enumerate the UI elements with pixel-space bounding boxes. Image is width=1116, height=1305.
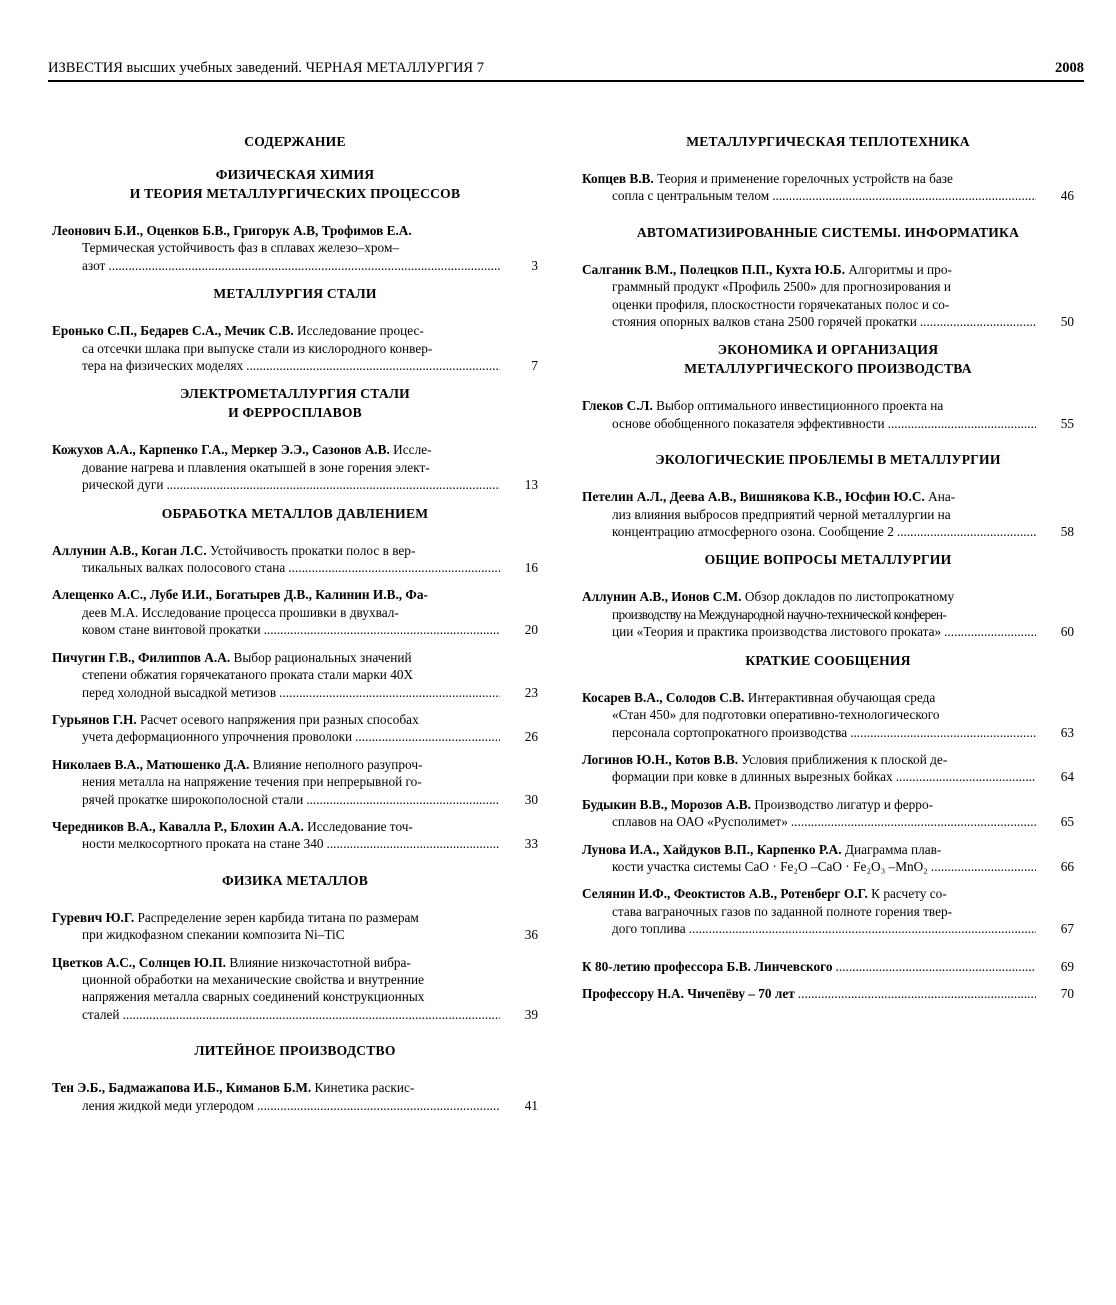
entry-authors: Чередников В.А., Кавалла Р., Блохин А.А.: [52, 818, 304, 834]
entry-authors: Петелин А.Л., Деева А.В., Вишнякова К.В., Юсфин Ю.С.: [582, 489, 925, 505]
section-short-communications: [582, 651, 1074, 938]
section-heading: АВТОМАТИЗИРОВАННЫЕ СИСТЕМЫ. ИНФОРМАТИКА: [636, 224, 1020, 240]
entry-authors: Леонович Б.И., Оценков Б.В., Григорук А.В, Трофимов Е.А.: [52, 223, 412, 238]
entry-page-number: 67: [1060, 921, 1074, 937]
entry-authors: Копцев В.В.: [582, 171, 654, 186]
toc-entry[interactable]: Цветков А.С., Солнцев Ю.П. Влияние низкочастотной вибра- ционной обработки на механические свойства и внутренние напряжения металла сварных соединений конструкционных сталей ..... 39: [52, 954, 538, 1024]
entry-authors: Лунова И.А., Хайдуков В.П., Карпенко Р.А.: [582, 841, 842, 857]
toc-entry[interactable]: Глеков С.Л. Выбор оптимального инвестиционного проекта на основе обобщенного показателя эффективности ..... 55: [582, 397, 1074, 432]
entry-page-number: 20: [524, 622, 538, 638]
toc-entry[interactable]: Гурьянов Г.Н. Расчет осевого напряжения при разных способах учета деформационного упрочнения проволоки ..... 26: [52, 711, 538, 746]
section-heading: КРАТКИЕ СООБЩЕНИЯ: [745, 652, 911, 668]
entry-page-number: 3: [531, 257, 538, 273]
toc-entry[interactable]: Логинов Ю.Н., Котов В.В. Условия приближения к плоской де- формации при ковке в длинных вырезных бойках ..... 64: [582, 751, 1074, 786]
entry-page-number: 33: [524, 836, 538, 852]
issue-year: 2008: [1055, 60, 1084, 76]
entry-page-number: 16: [524, 560, 538, 576]
entry-page-number: 23: [524, 684, 538, 700]
toc-entry[interactable]: Аллунин А.В., Ионов С.М. Обзор докладов по листопрокатному производству на Международной научно-технической конферен- ции «Теория и практика производства листового проката» ..... 60: [582, 588, 1074, 640]
toc-entry[interactable]: Тен Э.Б., Бадмажапова И.Б., Киманов Б.М. Кинетика раскис- ления жидкой меди углеродом ..... 41: [52, 1079, 538, 1114]
entry-page-number: 13: [524, 477, 538, 493]
entry-authors: Николаев В.А., Матюшенко Д.А.: [52, 756, 250, 772]
toc-entry[interactable]: Алещенко А.С., Лубе И.И., Богатырев Д.В., Калинин И.В., Фа- деев М.А. Исследование процесса прошивки в двухвал- ковом стане винтовой прокатки ..... 20: [52, 586, 538, 638]
section-heading: МЕТАЛЛУРГИЧЕСКАЯ ТЕПЛОТЕХНИКА: [686, 134, 970, 149]
page-header: [48, 58, 1084, 82]
entry-authors: Глеков С.Л.: [582, 398, 653, 414]
entry-authors: Аллунин А.В., Коган Л.С.: [52, 542, 207, 558]
entry-authors: Алещенко А.С., Лубе И.И., Богатырев Д.В., Калинин И.В., Фа-: [52, 587, 428, 603]
section-physical-chemistry: [52, 165, 538, 274]
toc-entry[interactable]: Профессору Н.А. Чичепёву – 70 лет ..... 70: [582, 985, 1074, 1002]
section-thermal-engineering: [582, 132, 1074, 205]
entry-page-number: 50: [1060, 314, 1074, 330]
entry-page-number: 46: [1060, 188, 1074, 204]
entry-authors: Будыкин В.В., Морозов А.В.: [582, 796, 751, 812]
entry-page-number: 69: [1060, 958, 1074, 974]
journal-title: ИЗВЕСТИЯ высших учебных заведений. ЧЕРНАЯ МЕТАЛЛУРГИЯ 7: [48, 60, 484, 76]
entry-page-number: 41: [524, 1097, 538, 1113]
entry-authors: Пичугин Г.В., Филиппов А.А.: [52, 649, 231, 665]
entry-page-number: 7: [531, 358, 538, 374]
section-electrometallurgy: [52, 384, 538, 493]
entry-page-number: 55: [1060, 415, 1074, 431]
toc-entry[interactable]: Петелин А.Л., Деева А.В., Вишнякова К.В., Юсфин Ю.С. Ана- лиз влияния выбросов предприятий черной металлургии на концентрацию атмосферного озона. Сообщение 2 ..... 58: [582, 488, 1074, 540]
entry-page-number: 64: [1060, 769, 1074, 785]
entry-authors: Гуревич Ю.Г.: [52, 909, 135, 925]
entry-page-number: 66: [1060, 858, 1074, 874]
section-heading: ЭКОНОМИКА И ОРГАНИЗАЦИЯ МЕТАЛЛУРГИЧЕСКОГО ПРОИЗВОДСТВА: [684, 342, 972, 377]
section-economics: [582, 340, 1074, 432]
entry-authors: Аллунин А.В., Ионов С.М.: [582, 589, 742, 605]
entry-page-number: 36: [524, 927, 538, 943]
section-anniversaries: [582, 958, 1074, 1003]
section-heading: МЕТАЛЛУРГИЯ СТАЛИ: [213, 286, 377, 302]
toc-entry[interactable]: Аллунин А.В., Коган Л.С. Устойчивость прокатки полос в вер- тикальных валках полосового стана ..... 16: [52, 542, 538, 577]
entry-authors: Логинов Ю.Н., Котов В.В.: [582, 751, 739, 767]
section-steel-metallurgy: [52, 284, 538, 374]
entry-authors: Цветков А.С., Солнцев Ю.П.: [52, 954, 226, 970]
toc-entry[interactable]: Косарев В.А., Солодов С.В. Интерактивная обучающая среда «Стан 450» для подготовки оперативно-технологического персонала сортопрокатного производства ..... 63: [582, 689, 1074, 741]
section-metal-physics: [52, 871, 538, 1023]
entry-page-number: 58: [1060, 524, 1074, 540]
section-ecology: [582, 450, 1074, 540]
entry-page-number: 65: [1060, 814, 1074, 830]
toc-entry[interactable]: Кожухов А.А., Карпенко Г.А., Меркер Э.Э., Сазонов А.В. Иссле- дование нагрева и плавления окатышей в зоне горения элект- рической дуги ..... 13: [52, 441, 538, 493]
section-heading: ОБЩИЕ ВОПРОСЫ МЕТАЛЛУРГИИ: [704, 552, 952, 568]
toc-entry[interactable]: Гуревич Ю.Г. Распределение зерен карбида титана по размерам при жидкофазном спекании композита Ni–TiC 36: [52, 909, 538, 943]
entry-page-number: 63: [1060, 724, 1074, 740]
toc-entry[interactable]: Копцев В.В. Теория и применение горелочных устройств на базе сопла с центральным телом ..... 46: [582, 170, 1074, 205]
toc-right-column: [582, 132, 1074, 1012]
entry-authors: Косарев В.А., Солодов С.В.: [582, 689, 745, 705]
entry-authors: Гурьянов Г.Н.: [52, 711, 137, 727]
toc-entry[interactable]: Николаев В.А., Матюшенко Д.А. Влияние неполного разупроч- нения металла на напряжение течения при непрерывной го- рячей прокатке широкополосной стали ..... 30: [52, 756, 538, 808]
toc-entry[interactable]: Чередников В.А., Кавалла Р., Блохин А.А. Исследование точ- ности мелкосортного проката на стане 340 ..... 33: [52, 818, 538, 853]
section-heading: ЭКОЛОГИЧЕСКИЕ ПРОБЛЕМЫ В МЕТАЛЛУРГИИ: [655, 452, 1001, 468]
section-heading: ФИЗИЧЕСКАЯ ХИМИЯ И ТЕОРИЯ МЕТАЛЛУРГИЧЕСКИХ ПРОЦЕССОВ: [129, 167, 461, 201]
entry-authors: Селянин И.Ф., Феоктистов А.В., Ротенберг О.Г.: [582, 886, 868, 902]
toc-entry[interactable]: Будыкин В.В., Морозов А.В. Производство лигатур и ферро- сплавов на ОАО «Русполимет» ..... 65: [582, 796, 1074, 831]
entry-page-number: 60: [1060, 624, 1074, 640]
toc-entry[interactable]: К 80-летию профессора Б.В. Линчевского ..... 69: [582, 958, 1074, 975]
entry-authors: Кожухов А.А., Карпенко Г.А., Меркер Э.Э., Сазонов А.В.: [52, 442, 390, 458]
entry-page-number: 26: [524, 729, 538, 745]
toc-entry[interactable]: Леонович Б.И., Оценков Б.В., Григорук А.В, Трофимов Е.А. Термическая устойчивость фаз в сплавах железо–хром– азот ..... 3: [52, 222, 538, 274]
entry-authors: Салганик В.М., Полецков П.П., Кухта Ю.Б.: [582, 261, 846, 277]
toc-entry[interactable]: Селянин И.Ф., Феоктистов А.В., Ротенберг О.Г. К расчету со- става ваграночных газов по заданной полноте горения твер- дого топлива ..... 67: [582, 885, 1074, 937]
entry-authors: Еронько С.П., Бедарев С.А., Мечик С.В.: [52, 323, 294, 339]
toc-entry[interactable]: Салганик В.М., Полецков П.П., Кухта Ю.Б. Алгоритмы и про- граммный продукт «Профиль 2500» для прогнозирования и оценки профиля, плоскостности горячекатаных полос и со- стояния опорных валков стана 2500 горячей прокатки ..... 50: [582, 261, 1074, 331]
toc-entry[interactable]: Еронько С.П., Бедарев С.А., Мечик С.В. Исследование процес- са отсечки шлака при выпуске стали из кислородного конвер- тера на физических моделях ..... 7: [52, 322, 538, 374]
section-heading: ОБРАБОТКА МЕТАЛЛОВ ДАВЛЕНИЕМ: [161, 505, 429, 521]
section-heading: ФИЗИКА МЕТАЛЛОВ: [221, 872, 369, 888]
section-general-questions: [582, 550, 1074, 640]
section-heading: ЭЛЕКТРОМЕТАЛЛУРГИЯ СТАЛИ И ФЕРРОСПЛАВОВ: [180, 386, 410, 421]
toc-entry[interactable]: Пичугин Г.В., Филиппов А.А. Выбор рациональных значений степени обжатия горячекатаного проката стали марки 40Х перед холодной высадкой метизов ..... 23: [52, 649, 538, 701]
section-metal-forming: [52, 504, 538, 853]
section-automation: [582, 223, 1074, 331]
toc-left-column: [52, 132, 538, 1124]
contents-title: СОДЕРЖАНИЕ: [244, 134, 346, 149]
toc-entry[interactable]: Лунова И.А., Хайдуков В.П., Карпенко Р.А. Диаграмма плав- кости участка системы CaO · Fe₂O –CaO · Fe₂O₃ –MnO₂ ..... 66: [582, 841, 1074, 876]
entry-page-number: 30: [524, 791, 538, 807]
entry-page-number: 70: [1060, 985, 1074, 1001]
section-foundry: [52, 1041, 538, 1114]
entry-authors: Тен Э.Б., Бадмажапова И.Б., Киманов Б.М.: [52, 1080, 312, 1096]
section-heading: ЛИТЕЙНОЕ ПРОИЗВОДСТВО: [194, 1043, 396, 1059]
entry-page-number: 39: [524, 1006, 538, 1022]
